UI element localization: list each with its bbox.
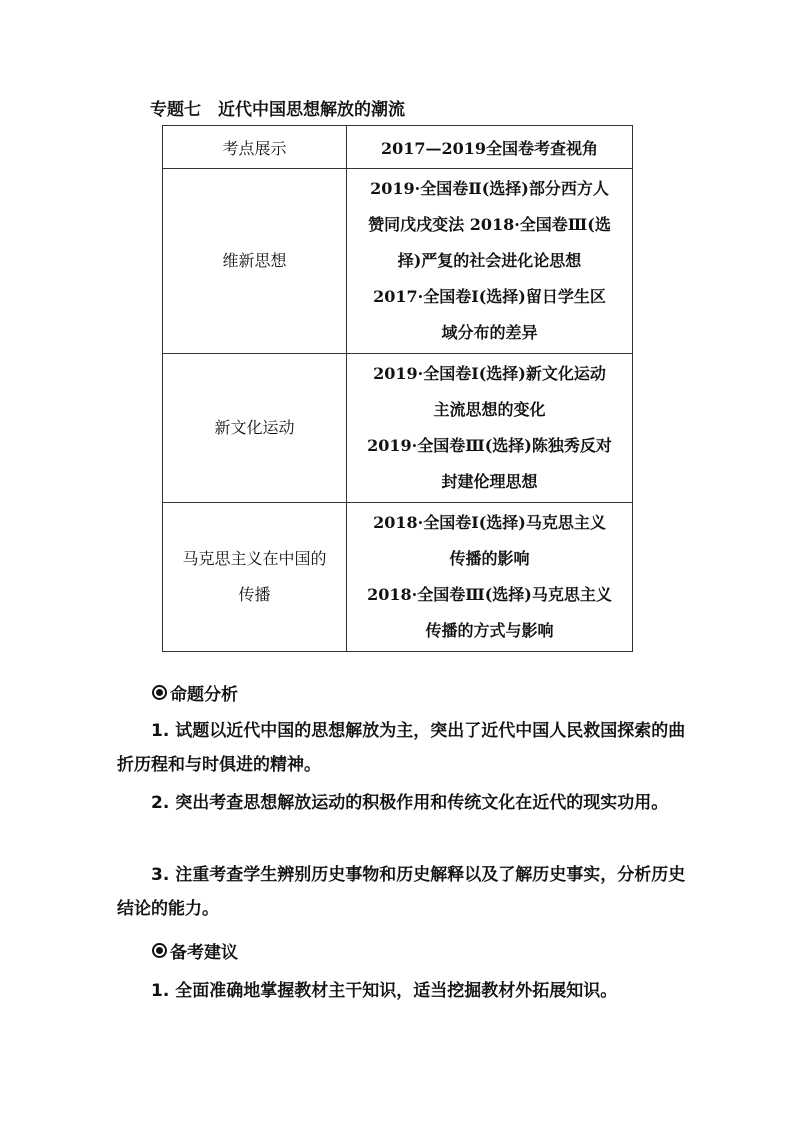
detail-line: 传播的影响 (449, 549, 530, 568)
header-topic: 考点展示 (163, 126, 347, 169)
advice-item-1: 1. 全面准确地掌握教材主干知识，适当挖掘教材外拓展知识。 (151, 981, 618, 1001)
table-row (163, 354, 633, 503)
table-header-row (163, 126, 633, 169)
exam-table (162, 125, 633, 652)
bullet-icon (152, 943, 167, 958)
bullet-icon (152, 685, 167, 700)
table-row (163, 503, 633, 652)
detail-cell (347, 169, 633, 354)
detail-line: 传播的方式与影响 (425, 621, 554, 640)
detail-line: 赞同戊戌变法 2018·全国卷Ⅲ(选 (368, 215, 611, 234)
topic-cell (163, 503, 347, 652)
analysis-item-1: 1. 试题以近代中国的思想解放为主，突出了近代中国人民救国探索的曲折历程和与时俱进的精神。 (117, 721, 686, 775)
detail-line: 2019·全国卷Ⅰ(选择)新文化运动 (373, 364, 606, 383)
topic-cell: 维新思想 (163, 169, 347, 354)
detail-line: 2019·全国卷Ⅱ(选择)部分西方人 (370, 179, 609, 198)
detail-line: 封建伦理思想 (441, 472, 538, 491)
detail-line: 主流思想的变化 (433, 400, 546, 419)
detail-line: 择)严复的社会进化论思想 (397, 251, 582, 270)
advice-heading (152, 938, 238, 963)
detail-line: 2019·全国卷Ⅲ(选择)陈独秀反对 (367, 436, 612, 455)
detail-line: 域分布的差异 (441, 323, 538, 342)
detail-line: 2017·全国卷Ⅰ(选择)留日学生区 (373, 287, 606, 306)
detail-line: 2018·全国卷Ⅰ(选择)马克思主义 (373, 513, 606, 532)
topic-line: 传播 (238, 585, 271, 604)
page-title: 专题七 近代中国思想解放的潮流 (150, 100, 405, 120)
advice-heading-label: 备考建议 (170, 943, 238, 963)
analysis-heading-label: 命题分析 (170, 685, 238, 705)
topic-cell: 新文化运动 (163, 354, 347, 503)
header-perspective: 2017—2019全国卷考查视角 (347, 126, 633, 169)
detail-cell (347, 503, 633, 652)
analysis-item-3: 3. 注重考查学生辨别历史事物和历史解释以及了解历史事实，分析历史结论的能力。 (117, 865, 686, 919)
detail-cell (347, 354, 633, 503)
table-row (163, 169, 633, 354)
analysis-item-2: 2. 突出考查思想解放运动的积极作用和传统文化在近代的现实功用。 (151, 793, 669, 813)
analysis-heading (152, 680, 238, 705)
detail-line: 2018·全国卷Ⅲ(选择)马克思主义 (367, 585, 612, 604)
topic-line: 马克思主义在中国的 (182, 549, 327, 568)
